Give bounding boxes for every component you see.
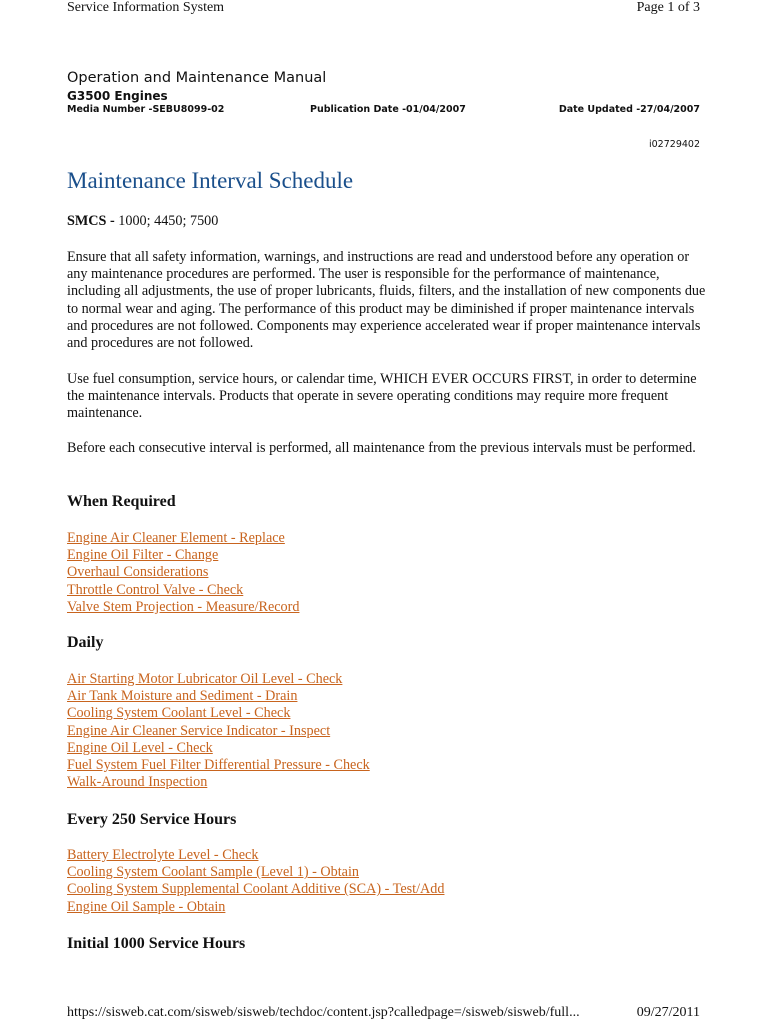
link-engine-air-cleaner-element[interactable]: Engine Air Cleaner Element - Replace xyxy=(67,530,285,546)
manual-subtitle: G3500 Engines xyxy=(67,89,168,103)
section-heading-when-required: When Required xyxy=(67,493,176,510)
manual-title: Operation and Maintenance Manual xyxy=(67,70,327,86)
link-valve-stem-projection[interactable]: Valve Stem Projection - Measure/Record xyxy=(67,598,300,615)
link-supplemental-coolant-additive[interactable]: Cooling System Supplemental Coolant Additive (SCA) - Test/Add xyxy=(67,881,445,898)
smcs-line xyxy=(67,213,707,230)
list-item xyxy=(67,847,444,864)
list-item xyxy=(67,899,444,916)
link-coolant-sample-level-1[interactable]: Cooling System Coolant Sample (Level 1) - Obtain xyxy=(67,864,359,881)
publication-date: Publication Date -01/04/2007 xyxy=(310,104,466,115)
link-list-daily xyxy=(67,671,370,791)
page-title: Maintenance Interval Schedule xyxy=(67,168,354,193)
section-heading-daily: Daily xyxy=(67,634,104,651)
footer-url: https://sisweb.cat.com/sisweb/sisweb/techdoc/content.jsp?calledpage=/sisweb/sisweb/full... xyxy=(67,1005,580,1020)
link-list-every-250-hours xyxy=(67,847,444,916)
list-item xyxy=(67,599,299,616)
link-cooling-system-coolant-level[interactable]: Cooling System Coolant Level - Check xyxy=(67,705,291,722)
header-system-name: Service Information System xyxy=(67,0,225,15)
link-engine-air-cleaner-service-indicator[interactable]: Engine Air Cleaner Service Indicator - Inspect xyxy=(67,722,331,739)
list-item xyxy=(67,582,299,599)
list-item xyxy=(67,740,370,757)
list-item xyxy=(67,757,370,774)
link-list-when-required xyxy=(67,530,299,616)
section-heading-initial-1000-hours: Initial 1000 Service Hours xyxy=(67,935,246,952)
link-engine-oil-sample[interactable]: Engine Oil Sample - Obtain xyxy=(67,898,226,915)
link-air-tank-moisture[interactable]: Air Tank Moisture and Sediment - Drain xyxy=(67,688,298,705)
paragraph-intervals: Use fuel consumption, service hours, or calendar time, WHICH EVER OCCURS FIRST, in order to determine the maintenance intervals. Products that operate in severe operating conditions may require more frequent maintenance. xyxy=(67,371,697,422)
paragraph-consecutive: Before each consecutive interval is performed, all maintenance from the previous intervals must be performed. xyxy=(67,440,696,456)
paragraph-safety: Ensure that all safety information, warnings, and instructions are read and understood before any operation or any maintenance procedures are performed. The user is responsible for the performance of maintenance, including all adjustments, the use of proper lubricants, fluids, filters, and the installation of new components due to normal wear and aging. The performance of this product may be diminished if proper maintenance intervals and procedures are not followed. Components may experience accelerated wear if proper maintenance intervals and procedures are not followed. xyxy=(67,249,706,352)
list-item xyxy=(67,688,370,705)
list-item xyxy=(67,564,299,581)
smcs-label: SMCS - xyxy=(67,213,115,229)
list-item xyxy=(67,671,370,688)
header-page-number: Page 1 of 3 xyxy=(636,0,700,15)
list-item xyxy=(67,530,299,547)
link-engine-oil-filter[interactable]: Engine Oil Filter - Change xyxy=(67,547,219,564)
list-item xyxy=(67,705,370,722)
link-battery-electrolyte-level[interactable]: Battery Electrolyte Level - Check xyxy=(67,847,259,863)
link-engine-oil-level[interactable]: Engine Oil Level - Check xyxy=(67,739,213,756)
list-item xyxy=(67,723,370,740)
smcs-value: 1000; 4450; 7500 xyxy=(114,213,219,229)
link-overhaul-considerations[interactable]: Overhaul Considerations xyxy=(67,564,209,581)
media-number: Media Number -SEBU8099-02 xyxy=(67,104,225,115)
link-fuel-filter-differential-pressure[interactable]: Fuel System Fuel Filter Differential Pressure - Check xyxy=(67,757,370,774)
date-updated: Date Updated -27/04/2007 xyxy=(558,104,700,115)
link-air-starting-motor-lubricator[interactable]: Air Starting Motor Lubricator Oil Level - Check xyxy=(67,671,343,687)
list-item xyxy=(67,864,444,881)
list-item xyxy=(67,881,444,898)
link-throttle-control-valve[interactable]: Throttle Control Valve - Check xyxy=(67,581,244,598)
list-item xyxy=(67,774,370,791)
list-item xyxy=(67,547,299,564)
section-heading-every-250-hours: Every 250 Service Hours xyxy=(67,811,237,828)
footer-date: 09/27/2011 xyxy=(636,1005,700,1020)
document-id: i02729402 xyxy=(649,139,700,150)
link-walk-around-inspection[interactable]: Walk-Around Inspection xyxy=(67,774,208,791)
